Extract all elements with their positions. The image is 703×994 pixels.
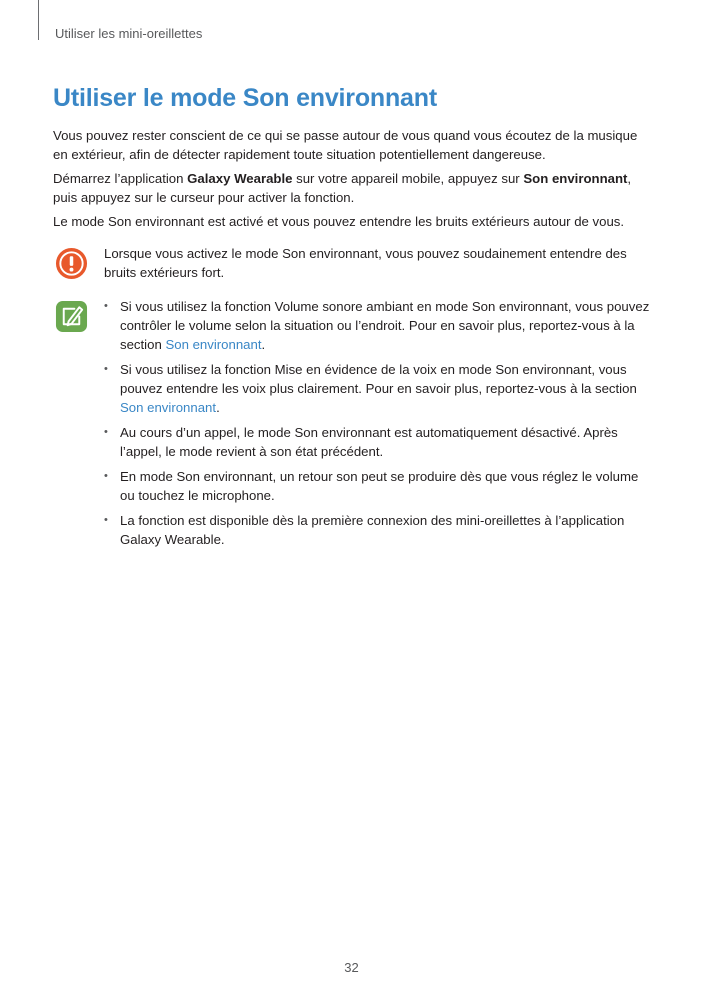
bullet: • [104, 300, 108, 312]
list-item [104, 423, 653, 461]
menu-son-environnant: Son environnant [523, 171, 628, 186]
instructions-text-1: Démarrez l’application [53, 171, 188, 186]
instructions-paragraph [53, 169, 653, 207]
list-item [104, 511, 653, 549]
tips-notice [53, 297, 653, 555]
tip-text: Si vous utilisez la fonction Mise en évidence de la voix en mode Son environnant, vous pouvez entendre les voix plus clairement. Pour en savoir plus, reportez-vous à la section [120, 362, 637, 396]
bullet: • [104, 470, 108, 482]
tip-text: La fonction est disponible dès la première connexion des mini-oreillettes à l’application Galaxy Wearable. [120, 513, 625, 547]
tip-text-end: . [261, 337, 266, 352]
result-paragraph: Le mode Son environnant est activé et vous pouvez entendre les bruits extérieurs autour de vous. [53, 214, 625, 229]
tip-text-end: . [216, 400, 220, 415]
intro-body [53, 126, 653, 236]
caution-icon [55, 247, 88, 280]
tip-text: En mode Son environnant, un retour son peut se produire dès que vous réglez le volume ou touchez le microphone. [120, 469, 639, 503]
tips-list [104, 297, 653, 549]
running-header: Utiliser les mini-oreillettes [55, 26, 203, 41]
list-item [104, 360, 653, 417]
app-name-galaxy-wearable: Galaxy Wearable [187, 171, 293, 186]
list-item [104, 297, 653, 354]
header-rule [38, 0, 39, 40]
instructions-text-3: , puis appuyez sur le curseur pour activer la fonction. [53, 171, 632, 205]
bullet: • [104, 363, 108, 375]
bullet: • [104, 514, 108, 526]
intro-paragraph: Vous pouvez rester conscient de ce qui se passe autour de vous quand vous écoutez de la musique en extérieur, afin de détecter rapidement toute situation potentiellement dangereuse. [53, 128, 638, 162]
page-number: 32 [344, 960, 359, 975]
son-environnant-link[interactable]: Son environnant [120, 400, 217, 415]
list-item [104, 467, 653, 505]
tip-text: Si vous utilisez la fonction Volume sonore ambiant en mode Son environnant, vous pouvez contrôler le volume selon la situation ou l’endroit. Pour en savoir plus, reportez-vous à la section [120, 299, 650, 352]
son-environnant-link[interactable]: Son environnant [165, 337, 262, 352]
instructions-text-2: sur votre appareil mobile, appuyez sur [292, 171, 524, 186]
tip-text: Au cours d’un appel, le mode Son environnant est automatiquement désactivé. Après l’appel, le mode revient à son état précédent. [120, 425, 618, 459]
note-icon [55, 300, 88, 333]
page-title: Utiliser le mode Son environnant [53, 84, 437, 112]
caution-text: Lorsque vous activez le mode Son environnant, vous pouvez soudainement entendre des bruits extérieurs fort. [104, 246, 627, 280]
caution-notice [53, 244, 653, 295]
bullet: • [104, 426, 108, 438]
